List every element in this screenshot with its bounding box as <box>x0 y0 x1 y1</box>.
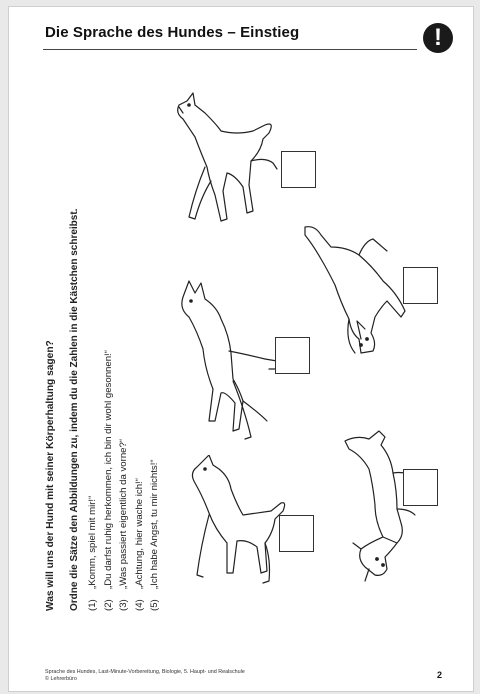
item-text: „Achtung, hier wache ich!“ <box>133 478 145 589</box>
dog-play-bow-icon <box>301 221 411 371</box>
answer-box-5[interactable] <box>279 515 314 552</box>
list-item <box>149 51 165 611</box>
list-item <box>103 51 119 611</box>
task-instruction: Ordne die Sätze den Abbildungen zu, indem du die Zahlen in die Kästchen schreibst. <box>69 208 80 611</box>
item-number: (4) <box>133 599 145 611</box>
sentence-list <box>87 51 165 611</box>
item-number: (5) <box>149 599 160 611</box>
page-title: Die Sprache des Hundes – Einstieg <box>45 24 300 41</box>
answer-box-2[interactable] <box>403 267 438 304</box>
dog-standing-icon <box>173 455 293 595</box>
list-item <box>134 51 150 611</box>
footer-source: Sprache des Hundes, Last-Minute-Vorbereitung, Biologie, 5. Haupt- und Realschule <box>45 669 245 675</box>
answer-box-3[interactable] <box>275 337 310 374</box>
footer-credits <box>45 669 245 683</box>
exclamation-icon: ! <box>423 23 453 53</box>
list-item <box>118 51 134 611</box>
item-text: „Du darfst ruhig herkommen, ich bin dir wohl gesonnen!“ <box>102 350 114 589</box>
title-divider <box>43 49 417 50</box>
item-text: „Was passiert eigentlich da vorne?“ <box>118 438 129 589</box>
item-text: „Ich habe Angst, tu mir nichts!“ <box>149 459 160 589</box>
task-question: Was will uns der Hund mit seiner Körperhaltung sagen? <box>45 340 56 611</box>
answer-box-1[interactable] <box>281 151 316 188</box>
item-number: (1) <box>87 599 98 611</box>
item-text: „Komm, spiel mit mir!“ <box>87 495 98 589</box>
dog-standing-icon <box>165 91 285 241</box>
worksheet-page <box>8 6 474 692</box>
footer-copyright: © Lehrerbüro <box>45 676 77 682</box>
answer-box-4[interactable] <box>403 469 438 506</box>
item-number: (3) <box>118 599 129 611</box>
list-item <box>87 51 103 611</box>
dog-standing-icon <box>169 261 289 451</box>
item-number: (2) <box>102 599 114 611</box>
page-number: 2 <box>437 670 443 680</box>
